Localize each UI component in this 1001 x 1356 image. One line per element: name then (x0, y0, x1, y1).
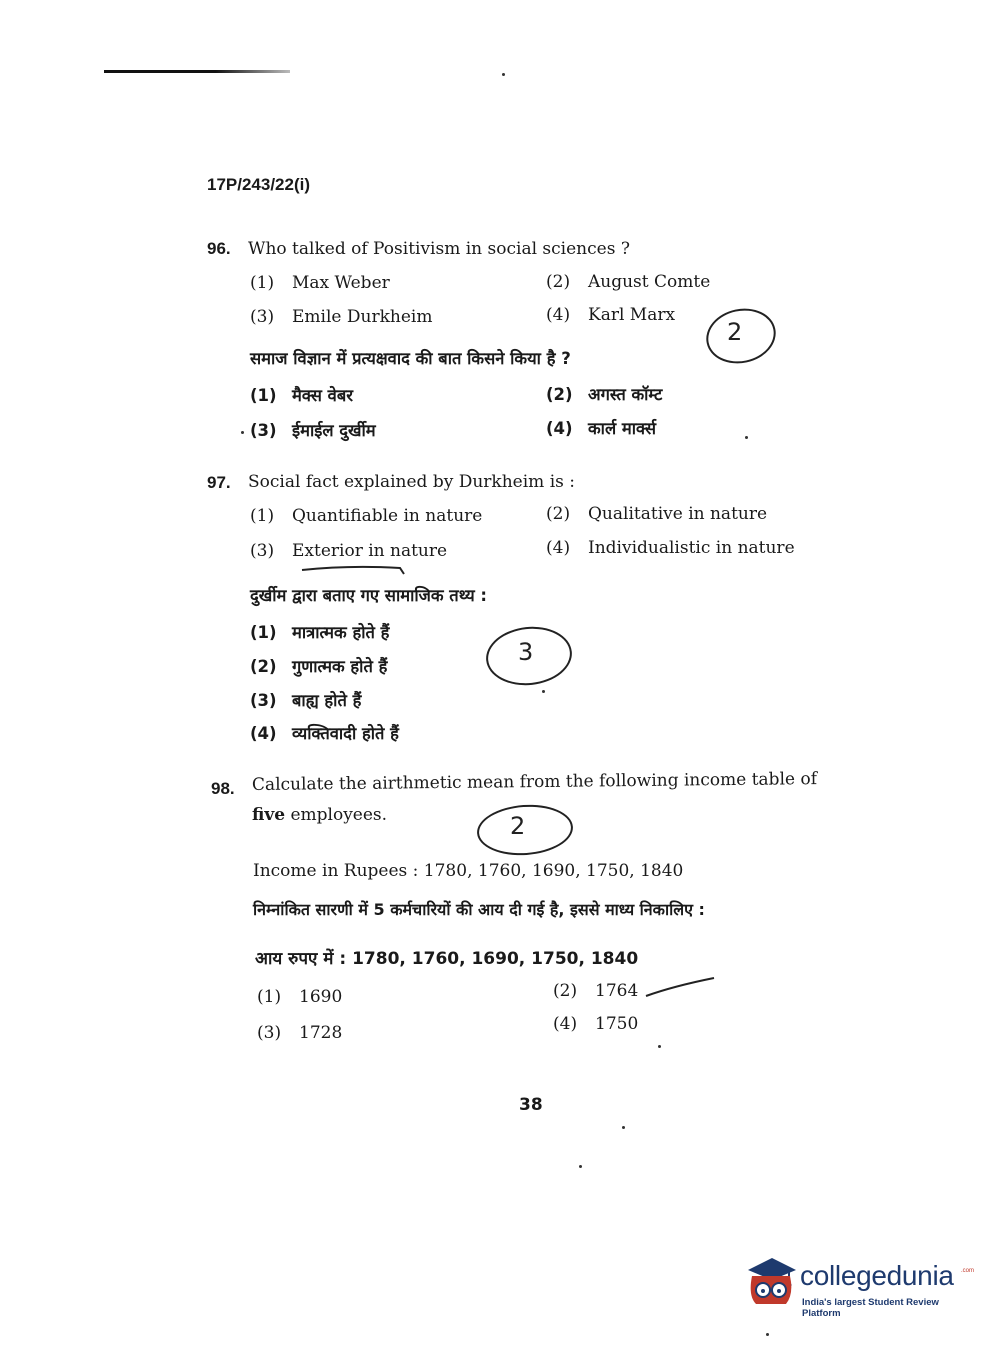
option-hi: (4) व्यक्तिवादी होते हैं (250, 724, 399, 743)
collegedunia-logo (742, 1250, 975, 1320)
option-hi: (1) मात्रात्मक होते हैं (250, 623, 390, 642)
option: (2) 1764 (553, 981, 639, 1001)
top-rule (104, 70, 290, 73)
question-text-en-cont: five employees. (252, 805, 388, 825)
scan-speck (658, 1045, 661, 1048)
option-hi: (2) गुणात्मक होते हैं (250, 657, 388, 676)
scan-speck (241, 431, 244, 434)
question-text-hi: निम्नांकित सारणी में 5 कर्मचारियों की आय दी गई है, इससे माध्य निकालिए : (253, 900, 705, 919)
question-number: 97. (207, 473, 231, 492)
scan-speck (622, 1126, 625, 1129)
scan-speck (502, 73, 505, 76)
option-en: (1) Max Weber (250, 273, 390, 293)
option-en: (3) Emile Durkheim (250, 307, 433, 327)
option-en: (1) Quantifiable in nature (250, 506, 483, 526)
scan-speck (542, 690, 545, 693)
page-number: 38 (519, 1095, 543, 1115)
question-text-hi: समाज विज्ञान में प्रत्यक्षवाद की बात किसने किया है ? (250, 349, 571, 368)
option: (4) 1750 (553, 1014, 639, 1034)
option-hi: (1) मैक्स वेबर (250, 386, 354, 405)
option-en: (2) Qualitative in nature (546, 504, 768, 524)
scan-speck (745, 436, 748, 439)
scan-speck (579, 1165, 582, 1168)
brand-name: collegedunia (800, 1260, 954, 1291)
option-en: (3) Exterior in nature (250, 541, 448, 561)
question-text-hi: दुर्खीम द्वारा बताए गए सामाजिक तथ्य : (250, 586, 487, 605)
option-hi: (2) अगस्त कॉम्ट (546, 385, 663, 404)
option-hi: (4) कार्ल मार्क्स (546, 419, 657, 438)
handwritten-answer: 2 (510, 812, 526, 840)
paper-code: 17P/243/22(i) (207, 175, 311, 194)
question-number: 96. (207, 239, 231, 258)
question-number: 98. (211, 779, 235, 798)
option-en: (4) Individualistic in nature (546, 538, 795, 558)
option-hi: (3) बाह्य होते हैं (250, 691, 362, 710)
mascot-icon (742, 1254, 800, 1310)
brand-domain: .com (961, 1268, 975, 1274)
option: (1) 1690 (257, 987, 343, 1007)
handwritten-answer: 2 (727, 318, 743, 346)
handwritten-answer: 3 (518, 638, 534, 666)
income-data-hi: आय रुपए में : 1780, 1760, 1690, 1750, 1840 (255, 949, 639, 969)
question-text-en: Calculate the airthmetic mean from the following income table of (251, 769, 818, 795)
income-data-en: Income in Rupees : 1780, 1760, 1690, 1750, 1840 (253, 861, 684, 881)
option-en: (4) Karl Marx (546, 305, 676, 325)
question-text-en: Who talked of Positivism in social sciences ? (248, 239, 630, 259)
brand-tagline: India's largest Student Review Platform (802, 1297, 939, 1319)
handwritten-tick (644, 972, 718, 1000)
option-en: (2) August Comte (546, 272, 711, 292)
question-text-en: Social fact explained by Durkheim is : (248, 472, 575, 492)
scan-speck (766, 1333, 769, 1336)
option-hi: (3) ईमाईल दुर्खीम (250, 421, 376, 440)
option: (3) 1728 (257, 1023, 343, 1043)
handwritten-underline (300, 562, 410, 578)
